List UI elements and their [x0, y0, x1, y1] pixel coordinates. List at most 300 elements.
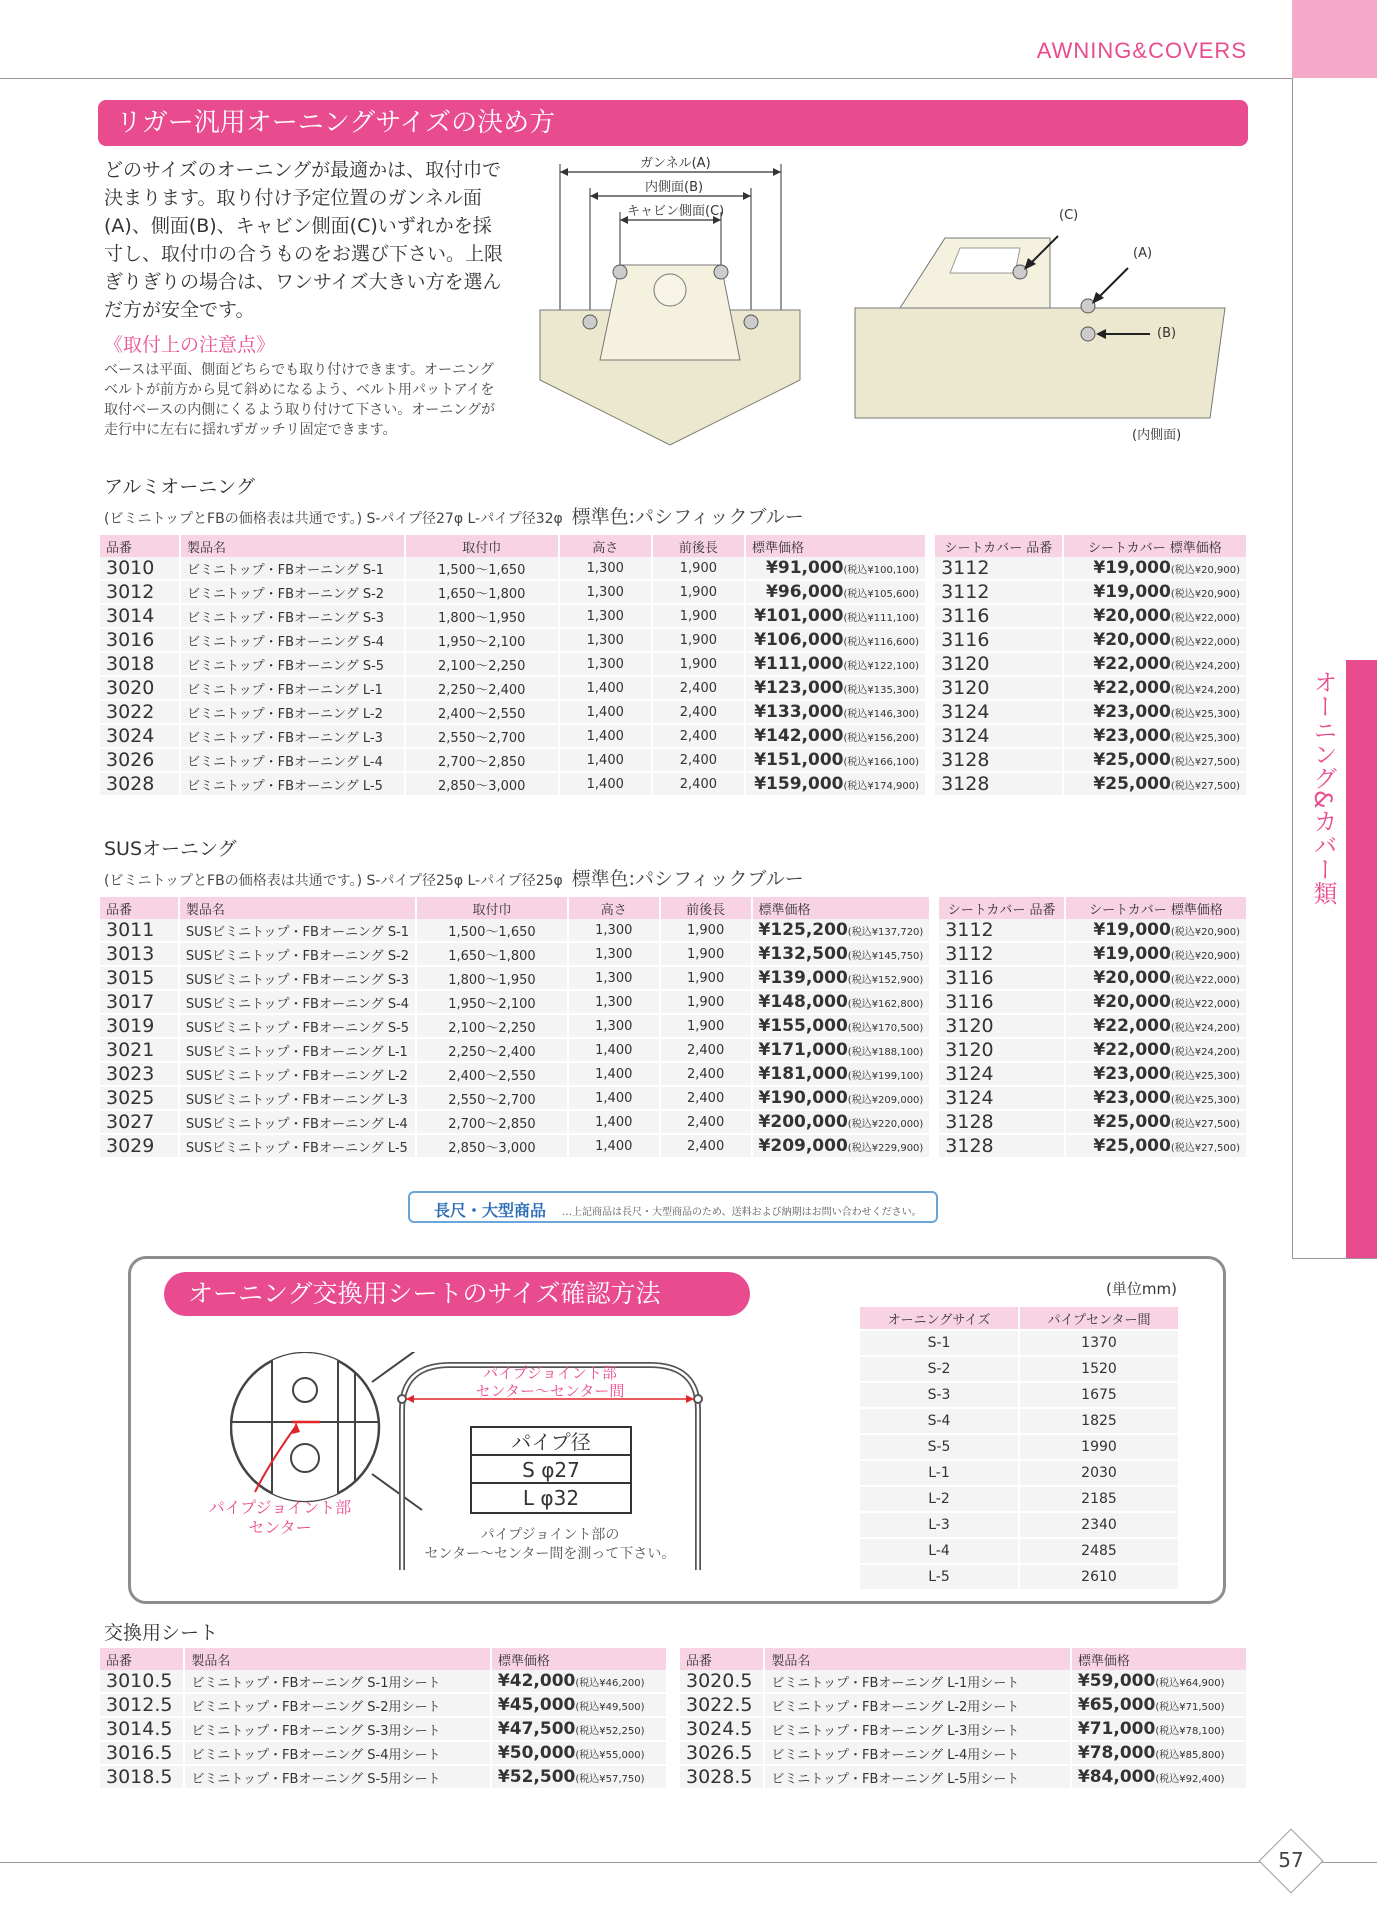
- size-table: [858, 1305, 1180, 1591]
- product-code: 3021: [100, 1039, 178, 1063]
- price-value: ¥123,000: [754, 678, 844, 698]
- mount-width: 2,850〜3,000: [406, 773, 558, 797]
- product-code: 3018: [100, 653, 179, 677]
- price-cell: [746, 557, 925, 581]
- product-name: ビミニトップ・FBオーニング L-2: [181, 701, 404, 725]
- product-code: 3016: [100, 629, 179, 653]
- header-tab: [1292, 0, 1377, 78]
- height: 1,300: [560, 605, 651, 629]
- price-tax: (税込¥25,300): [1170, 733, 1240, 744]
- length: 1,900: [661, 919, 751, 943]
- price-value: ¥23,000: [1093, 702, 1171, 722]
- length: 1,900: [653, 629, 744, 653]
- side-rule-bottom: [1292, 1258, 1377, 1259]
- mount-width: 2,400〜2,550: [417, 1063, 567, 1087]
- sheet-code: 3016.5: [100, 1742, 183, 1766]
- length: 1,900: [661, 991, 751, 1015]
- length: 2,400: [661, 1063, 751, 1087]
- price-cell: [1064, 653, 1246, 677]
- alu-subtitle: (ビミニトップとFBの価格表は共通です。) S-パイプ径27φ L-パイプ径32φ 標準色:パシフィックブルー: [104, 506, 804, 528]
- column-gap: [931, 919, 937, 943]
- price-tax: (税込¥220,000): [847, 1119, 924, 1130]
- length: 2,400: [653, 773, 744, 797]
- price-cell: [492, 1742, 666, 1766]
- price-value: ¥25,000: [1093, 774, 1171, 794]
- height: 1,400: [560, 701, 651, 725]
- mount-width: 2,850〜3,000: [417, 1135, 567, 1159]
- height: 1,300: [569, 919, 659, 943]
- boat-front-diagram: [535, 150, 820, 450]
- label-cabin-side: キャビン側面(C): [627, 204, 725, 219]
- price-cell: [1066, 991, 1246, 1015]
- price-value: ¥25,000: [1093, 1112, 1171, 1132]
- col-header: 標準価格: [746, 535, 925, 557]
- price-cell: [1066, 967, 1246, 991]
- price-cell: [1072, 1670, 1246, 1694]
- table-row: [100, 1718, 666, 1742]
- price-cell: [753, 1111, 930, 1135]
- column-gap: [931, 1015, 937, 1039]
- price-tax: (税込¥135,300): [843, 685, 920, 696]
- product-code: 3029: [100, 1135, 178, 1159]
- table-row: [680, 1766, 1246, 1790]
- table-row: [100, 677, 1246, 701]
- col-header: 前後長: [661, 897, 751, 919]
- size-row: [860, 1461, 1178, 1485]
- price-cell: [753, 1063, 930, 1087]
- price-cell: [746, 701, 925, 725]
- product-code: 3010: [100, 557, 179, 581]
- length: 2,400: [653, 749, 744, 773]
- column-gap: [931, 1063, 937, 1087]
- product-name: SUSビミニトップ・FBオーニング L-1: [180, 1039, 415, 1063]
- column-gap: [931, 1111, 937, 1135]
- col-header: 標準価格: [1072, 1648, 1246, 1670]
- price-value: ¥159,000: [754, 774, 844, 794]
- price-cell: [1064, 749, 1246, 773]
- table-row: [100, 773, 1246, 797]
- alu-title: アルミオーニング: [104, 476, 255, 498]
- price-cell: [492, 1766, 666, 1790]
- boat-side-diagram: [850, 228, 1240, 428]
- price-tax: (税込¥20,900): [1170, 589, 1240, 600]
- table-row: [100, 1015, 1246, 1039]
- price-cell: [492, 1670, 666, 1694]
- price-value: ¥25,000: [1093, 750, 1171, 770]
- label-inner: (内側面): [1132, 428, 1182, 443]
- product-name: ビミニトップ・FBオーニング S-1: [181, 557, 404, 581]
- height: 1,300: [560, 629, 651, 653]
- pipe-center: 2185: [1020, 1487, 1178, 1511]
- product-code: 3012: [100, 581, 179, 605]
- price-value: ¥22,000: [1093, 678, 1171, 698]
- cover-code: 3124: [935, 701, 1062, 725]
- col-header: 品番: [100, 535, 179, 557]
- price-value: ¥111,000: [754, 654, 844, 674]
- table-row: [100, 701, 1246, 725]
- price-cell: [1066, 1087, 1246, 1111]
- height: 1,400: [560, 677, 651, 701]
- column-gap: [931, 991, 937, 1015]
- size-name: S-2: [860, 1357, 1018, 1381]
- price-tax: (税込¥146,300): [843, 709, 920, 720]
- length: 1,900: [661, 1015, 751, 1039]
- price-tax: (税込¥162,800): [847, 999, 924, 1010]
- mount-width: 1,800〜1,950: [406, 605, 558, 629]
- height: 1,300: [569, 1015, 659, 1039]
- price-cell: [1064, 605, 1246, 629]
- price-tax: (税込¥145,750): [847, 951, 924, 962]
- col-header: 品番: [680, 1648, 763, 1670]
- sheet-name: ビミニトップ・FBオーニング L-2用シート: [765, 1694, 1070, 1718]
- cover-code: 3116: [935, 629, 1062, 653]
- price-value: ¥20,000: [1093, 968, 1171, 988]
- price-tax: (税込¥166,100): [843, 757, 920, 768]
- price-tax: (税込¥57,750): [575, 1774, 645, 1785]
- sheet-table-right: [678, 1648, 1248, 1790]
- length: 1,900: [661, 967, 751, 991]
- cover-code: 3128: [935, 773, 1062, 797]
- size-name: L-1: [860, 1461, 1018, 1485]
- col-header: 取付巾: [406, 535, 558, 557]
- price-cell: [1066, 1111, 1246, 1135]
- price-tax: (税込¥25,300): [1170, 1095, 1240, 1106]
- size-name: L-3: [860, 1513, 1018, 1537]
- price-cell: [746, 629, 925, 653]
- cover-code: 3116: [939, 991, 1064, 1015]
- sheet-name: ビミニトップ・FBオーニング S-2用シート: [185, 1694, 490, 1718]
- price-tax: (税込¥24,200): [1170, 1047, 1240, 1058]
- mount-width: 1,650〜1,800: [406, 581, 558, 605]
- price-value: ¥65,000: [1077, 1695, 1156, 1715]
- cover-code: 3116: [939, 967, 1064, 991]
- col-header: シートカバー 標準価格: [1064, 535, 1246, 557]
- price-tax: (税込¥49,500): [575, 1702, 645, 1713]
- price-value: ¥25,000: [1093, 1136, 1171, 1156]
- table-row: [680, 1694, 1246, 1718]
- price-cell: [492, 1694, 666, 1718]
- price-value: ¥23,000: [1093, 726, 1171, 746]
- measure-instruction: パイプジョイント部の センター〜センター間を測って下さい。: [424, 1527, 676, 1562]
- product-name: SUSビミニトップ・FBオーニング L-4: [180, 1111, 415, 1135]
- length: 1,900: [653, 581, 744, 605]
- size-name: S-4: [860, 1409, 1018, 1433]
- length: 2,400: [661, 1111, 751, 1135]
- price-cell: [1064, 581, 1246, 605]
- product-code: 3028: [100, 773, 179, 797]
- price-value: ¥106,000: [754, 630, 844, 650]
- sheet-code: 3014.5: [100, 1718, 183, 1742]
- price-tax: (税込¥46,200): [575, 1678, 645, 1689]
- intro-text: どのサイズのオーニングが最適かは、取付巾で決まります。取り付け予定位置のガンネル面(A)、側面(B)、キャビン側面(C)いずれかを採寸し、取付巾の合うものをお選び下さい。上限ぎりぎりの場合は、ワンサイズ大きい方を選んだ方が安全です。: [104, 159, 504, 321]
- cover-code: 3112: [939, 943, 1064, 967]
- column-gap: [927, 701, 933, 725]
- height: 1,400: [560, 749, 651, 773]
- label-gunnel: ガンネル(A): [640, 156, 711, 171]
- size-row: [860, 1383, 1178, 1407]
- sheet-code: 3018.5: [100, 1766, 183, 1790]
- table-row: [100, 943, 1246, 967]
- price-cell: [753, 1039, 930, 1063]
- label-inner-side: 内側面(B): [645, 180, 704, 195]
- sheet-name: ビミニトップ・FBオーニング S-5用シート: [185, 1766, 490, 1790]
- table-row: [100, 1135, 1246, 1159]
- cover-code: 3128: [939, 1111, 1064, 1135]
- column-gap: [927, 749, 933, 773]
- product-name: ビミニトップ・FBオーニング S-5: [181, 653, 404, 677]
- price-value: ¥84,000: [1077, 1767, 1156, 1787]
- product-name: SUSビミニトップ・FBオーニング S-5: [180, 1015, 415, 1039]
- col-header: 製品名: [185, 1648, 490, 1670]
- header-title: AWNING&COVERS: [1036, 38, 1247, 63]
- col-header: 高さ: [560, 535, 651, 557]
- column-gap: [931, 1135, 937, 1159]
- price-cell: [1072, 1718, 1246, 1742]
- alu-price-table: [98, 535, 1248, 797]
- pipe-center: 2485: [1020, 1539, 1178, 1563]
- mount-width: 1,500〜1,650: [417, 919, 567, 943]
- col-header: 標準価格: [492, 1648, 666, 1670]
- size-row: [860, 1513, 1178, 1537]
- pipe-center: 1520: [1020, 1357, 1178, 1381]
- price-tax: (税込¥170,500): [847, 1023, 924, 1034]
- table-row: [100, 1087, 1246, 1111]
- product-name: SUSビミニトップ・FBオーニング S-4: [180, 991, 415, 1015]
- price-value: ¥22,000: [1093, 654, 1171, 674]
- height: 1,400: [569, 1087, 659, 1111]
- price-tax: (税込¥27,500): [1170, 1119, 1240, 1130]
- sheet-name: ビミニトップ・FBオーニング S-4用シート: [185, 1742, 490, 1766]
- size-check-banner: オーニング交換用シートのサイズ確認方法: [164, 1272, 750, 1316]
- pipe-center: 2610: [1020, 1565, 1178, 1589]
- product-code: 3023: [100, 1063, 178, 1087]
- price-tax: (税込¥27,500): [1170, 757, 1240, 768]
- table-row: [100, 1670, 666, 1694]
- cover-code: 3120: [935, 653, 1062, 677]
- header-rule: [0, 78, 1292, 79]
- price-tax: (税込¥122,100): [843, 661, 920, 672]
- product-code: 3020: [100, 677, 179, 701]
- size-name: L-5: [860, 1565, 1018, 1589]
- mount-width: 1,500〜1,650: [406, 557, 558, 581]
- price-value: ¥101,000: [754, 606, 844, 626]
- product-code: 3026: [100, 749, 179, 773]
- price-cell: [1072, 1766, 1246, 1790]
- sheet-code: 3026.5: [680, 1742, 763, 1766]
- price-cell: [753, 1087, 930, 1111]
- cover-code: 3116: [935, 605, 1062, 629]
- mount-width: 1,950〜2,100: [417, 991, 567, 1015]
- height: 1,300: [569, 967, 659, 991]
- product-name: ビミニトップ・FBオーニング L-5: [181, 773, 404, 797]
- pipe-center: 1825: [1020, 1409, 1178, 1433]
- cover-code: 3120: [939, 1015, 1064, 1039]
- price-value: ¥209,000: [758, 1136, 848, 1156]
- length: 2,400: [653, 725, 744, 749]
- side-tab: [1346, 660, 1377, 1258]
- price-value: ¥200,000: [758, 1112, 848, 1132]
- price-value: ¥19,000: [1093, 920, 1171, 940]
- col-header: 製品名: [765, 1648, 1070, 1670]
- mount-width: 2,700〜2,850: [406, 749, 558, 773]
- price-tax: (税込¥20,900): [1170, 951, 1240, 962]
- mount-width: 2,550〜2,700: [406, 725, 558, 749]
- price-value: ¥23,000: [1093, 1064, 1171, 1084]
- product-name: ビミニトップ・FBオーニング L-1: [181, 677, 404, 701]
- size-name: S-3: [860, 1383, 1018, 1407]
- side-rule: [1292, 78, 1293, 1258]
- price-tax: (税込¥209,000): [847, 1095, 924, 1106]
- mount-width: 2,550〜2,700: [417, 1087, 567, 1111]
- height: 1,400: [569, 1111, 659, 1135]
- table-row: [100, 919, 1246, 943]
- table-row: [100, 725, 1246, 749]
- price-value: ¥59,000: [1077, 1671, 1156, 1691]
- label-a: (A): [1133, 246, 1153, 261]
- cover-code: 3120: [935, 677, 1062, 701]
- col-header: パイプセンター間: [1020, 1307, 1178, 1329]
- sus-title: SUSオーニング: [104, 838, 237, 860]
- mount-width: 2,400〜2,550: [406, 701, 558, 725]
- column-gap: [931, 1039, 937, 1063]
- table-row: [100, 1111, 1246, 1135]
- col-header: シートカバー 品番: [935, 535, 1062, 557]
- price-value: ¥155,000: [758, 1016, 848, 1036]
- price-cell: [746, 653, 925, 677]
- table-row: [100, 605, 1246, 629]
- sheet-code: 3028.5: [680, 1766, 763, 1790]
- price-tax: (税込¥20,900): [1170, 927, 1240, 938]
- length: 2,400: [653, 677, 744, 701]
- price-cell: [746, 605, 925, 629]
- table-row: [100, 1766, 666, 1790]
- size-name: L-4: [860, 1539, 1018, 1563]
- price-value: ¥142,000: [754, 726, 844, 746]
- price-cell: [1064, 773, 1246, 797]
- price-tax: (税込¥229,900): [847, 1143, 924, 1154]
- price-tax: (税込¥22,000): [1170, 999, 1240, 1010]
- price-tax: (税込¥105,600): [843, 589, 920, 600]
- price-cell: [1064, 677, 1246, 701]
- price-tax: (税込¥137,720): [847, 927, 924, 938]
- price-tax: (税込¥25,300): [1170, 709, 1240, 720]
- notice-text: ベースは平面、側面どちらでも取り付けできます。オーニングベルトが前方から見て斜めになるよう、ベルト用パットアイを取付ベースの内側にくるよう取り付けて下さい。オーニングが走行中に左右に揺れずガッチリ固定できます。: [104, 362, 496, 438]
- price-value: ¥91,000: [766, 558, 844, 578]
- col-header: 取付巾: [417, 897, 567, 919]
- height: 1,400: [560, 773, 651, 797]
- price-value: ¥19,000: [1093, 582, 1171, 602]
- sheet-name: ビミニトップ・FBオーニング L-4用シート: [765, 1742, 1070, 1766]
- price-tax: (税込¥188,100): [847, 1047, 924, 1058]
- price-cell: [1064, 557, 1246, 581]
- sheet-name: ビミニトップ・FBオーニング S-1用シート: [185, 1670, 490, 1694]
- price-tax: (税込¥78,100): [1155, 1726, 1225, 1737]
- price-cell: [753, 919, 930, 943]
- price-value: ¥96,000: [766, 582, 844, 602]
- height: 1,400: [560, 725, 651, 749]
- column-gap: [927, 653, 933, 677]
- price-tax: (税込¥27,500): [1170, 781, 1240, 792]
- price-value: ¥171,000: [758, 1040, 848, 1060]
- cover-code: 3124: [939, 1063, 1064, 1087]
- size-name: S-1: [860, 1331, 1018, 1355]
- price-value: ¥132,500: [758, 944, 848, 964]
- cover-code: 3112: [939, 919, 1064, 943]
- product-name: ビミニトップ・FBオーニング S-2: [181, 581, 404, 605]
- price-tax: (税込¥156,200): [843, 733, 920, 744]
- height: 1,400: [569, 1063, 659, 1087]
- price-cell: [1066, 1135, 1246, 1159]
- size-row: [860, 1409, 1178, 1433]
- price-cell: [753, 1015, 930, 1039]
- price-tax: (税込¥27,500): [1170, 1143, 1240, 1154]
- label-c: (C): [1059, 208, 1079, 223]
- price-value: ¥71,000: [1077, 1719, 1156, 1739]
- mount-width: 1,800〜1,950: [417, 967, 567, 991]
- price-tax: (税込¥22,000): [1170, 613, 1240, 624]
- pipe-center: 1675: [1020, 1383, 1178, 1407]
- table-row: [100, 1742, 666, 1766]
- cover-code: 3128: [935, 749, 1062, 773]
- price-value: ¥22,000: [1093, 1040, 1171, 1060]
- span-label: パイプジョイント部 センター〜センター間: [475, 1364, 625, 1400]
- product-code: 3024: [100, 725, 179, 749]
- col-header: 製品名: [180, 897, 415, 919]
- price-tax: (税込¥152,900): [847, 975, 924, 986]
- section-banner: リガー汎用オーニングサイズの決め方: [98, 100, 1248, 146]
- pipe-title: パイプ径: [472, 1428, 630, 1456]
- height: 1,400: [569, 1039, 659, 1063]
- sheet-code: 3010.5: [100, 1670, 183, 1694]
- col-header: シートカバー 標準価格: [1066, 897, 1246, 919]
- table-row: [100, 991, 1246, 1015]
- table-row: [100, 557, 1246, 581]
- column-gap: [927, 605, 933, 629]
- sheet-code: 3020.5: [680, 1670, 763, 1694]
- price-cell: [1072, 1742, 1246, 1766]
- sheet-table-left: [98, 1648, 668, 1790]
- price-value: ¥151,000: [754, 750, 844, 770]
- height: 1,300: [560, 557, 651, 581]
- price-tax: (税込¥174,900): [843, 781, 920, 792]
- price-value: ¥45,000: [497, 1695, 576, 1715]
- length: 2,400: [661, 1135, 751, 1159]
- pipe-diameter-box: [470, 1426, 632, 1514]
- price-value: ¥22,000: [1093, 1016, 1171, 1036]
- long-item-title: 長尺・大型商品: [434, 1201, 547, 1220]
- price-cell: [492, 1718, 666, 1742]
- mount-width: 2,100〜2,250: [406, 653, 558, 677]
- price-cell: [746, 581, 925, 605]
- footer-rule-right: [1318, 1862, 1377, 1863]
- price-tax: (税込¥71,500): [1155, 1702, 1225, 1713]
- product-code: 3013: [100, 943, 178, 967]
- cover-code: 3128: [939, 1135, 1064, 1159]
- price-cell: [1066, 1039, 1246, 1063]
- col-header: 製品名: [181, 535, 404, 557]
- sheet-code: 3022.5: [680, 1694, 763, 1718]
- price-value: ¥19,000: [1093, 944, 1171, 964]
- mount-width: 2,250〜2,400: [417, 1039, 567, 1063]
- product-name: SUSビミニトップ・FBオーニング L-3: [180, 1087, 415, 1111]
- notice-title: 《取付上の注意点》: [104, 334, 276, 356]
- price-cell: [746, 773, 925, 797]
- col-header: シートカバー 品番: [939, 897, 1064, 919]
- cover-code: 3124: [939, 1087, 1064, 1111]
- col-header: 品番: [100, 897, 178, 919]
- price-cell: [753, 1135, 930, 1159]
- size-row: [860, 1331, 1178, 1355]
